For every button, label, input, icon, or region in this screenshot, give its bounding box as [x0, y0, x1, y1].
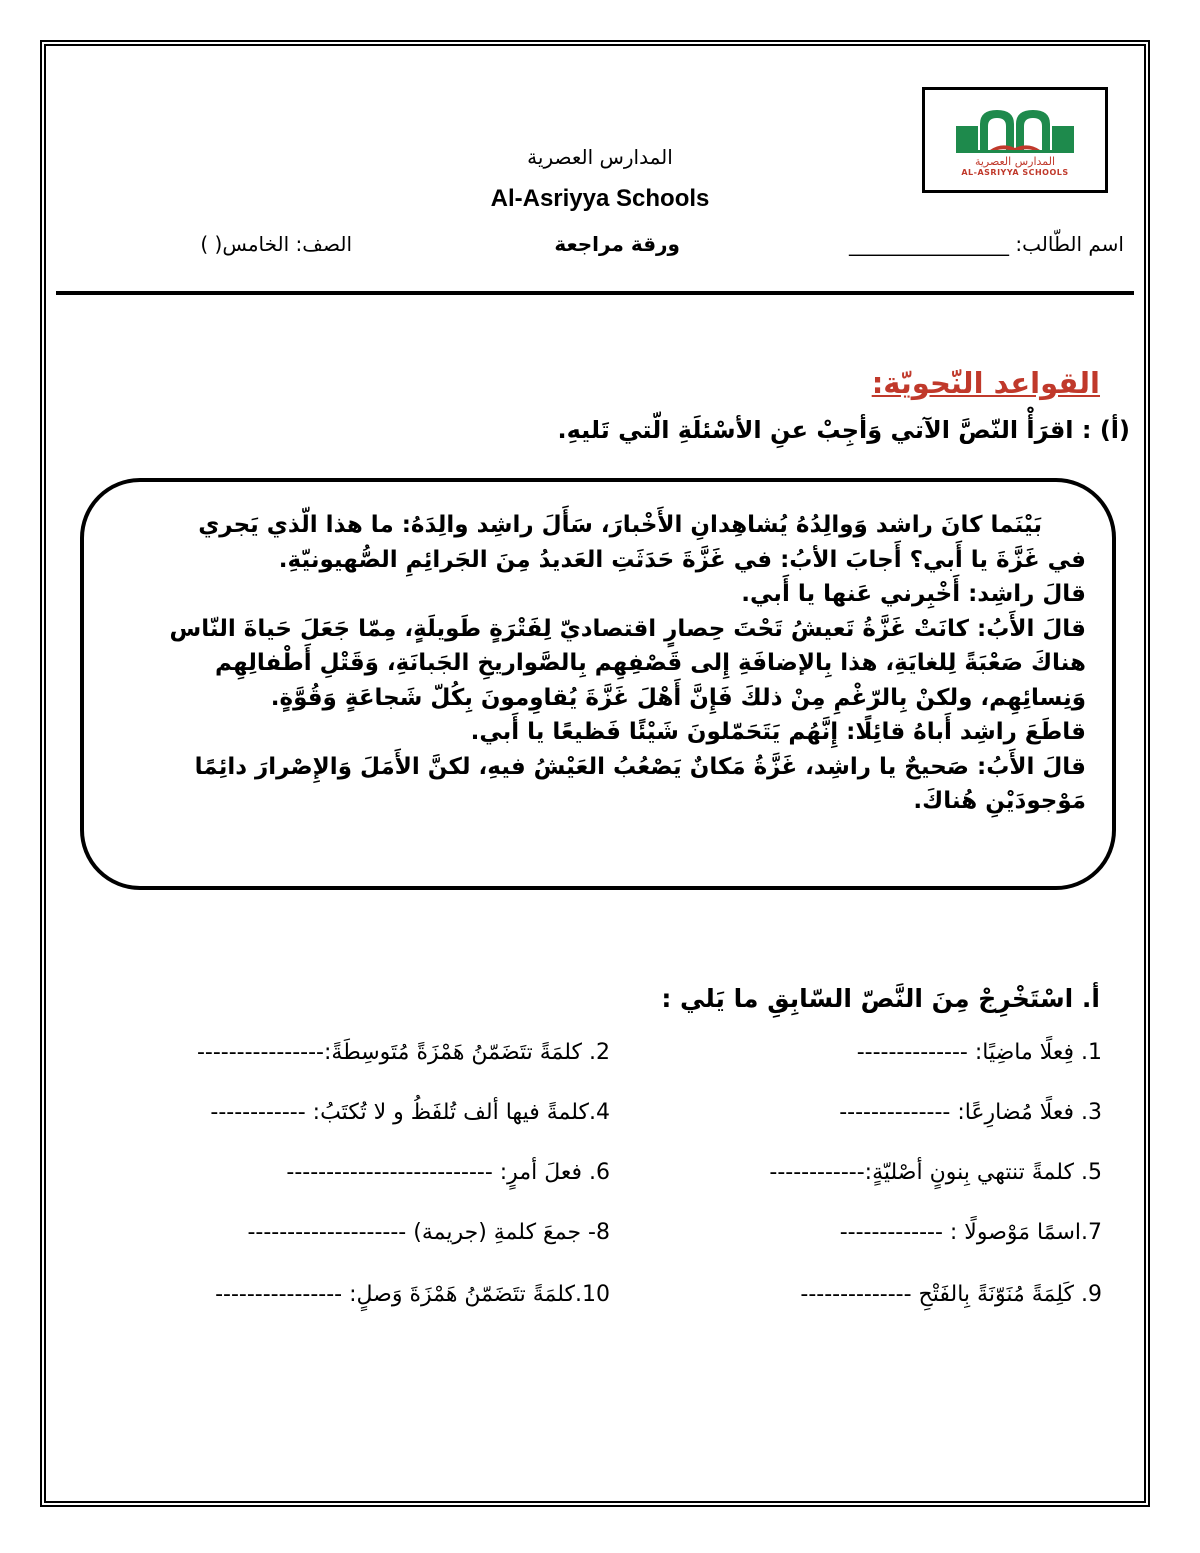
exercise-item-2[interactable]: 2. كلمَةً تتَضَمّنُ هَمْزَةً مُتَوسِطَةً:---------------- [196, 1040, 610, 1065]
exercise-item-4[interactable]: 4.كلمةً فيها ألف تُلفَظُ و لا تُكتَبُ: ------------ [210, 1100, 610, 1125]
exercise-title: أ. اسْتَخْرِجْ مِنَ النَّصّ السّابِقِ ما يَلي : [661, 984, 1100, 1013]
school-name-english: Al-Asriyya Schools [490, 185, 710, 212]
logo-english-text: AL-ASRIYYA SCHOOLS [961, 167, 1069, 177]
school-name-arabic: المدارس العصرية [527, 145, 673, 169]
logo-arabic-text: المدارس العصرية [974, 154, 1056, 168]
exercise-item-10[interactable]: 10.كلمَةً تتَضَمّنُ هَمْزَةَ وَصلٍ: ---------------- [215, 1282, 610, 1307]
header-divider [56, 291, 1134, 295]
passage-line: في غَزَّةَ يا أَبي؟ أَجابَ الأبُ: في غَزَّةَ حَدَثَتِ العَديدُ مِنَ الجَرائِمِ الصُّهيونيّةِ. [278, 546, 1086, 573]
exercise-item-3[interactable]: 3. فعلًا مُضارِعًا: -------------- [839, 1100, 1102, 1125]
passage-box [80, 478, 1116, 890]
passage-line: بَيْنَما كانَ راشد وَوالِدُهُ يُشاهِدانِ الأَخْبارَ، سَأَلَ راشِد والِدَهُ: ما هذا الّذي يَجري [198, 512, 1042, 538]
sheet-title: ورقة مراجعة [554, 232, 680, 256]
section-title: القواعد النّحويّة: [871, 366, 1100, 400]
student-name-field[interactable]: اسم الطّالب: ________________ [849, 232, 1124, 256]
reading-instruction: (أ) : اقرَأْ النّصَّ الآتي وَأجِبْ عنِ الأسْئلَةِ الّتي تَليهِ. [557, 416, 1130, 444]
exercise-item-9[interactable]: 9. كَلِمَةً مُنَوّنَةً بِالفَتْحِ -------------- [800, 1282, 1102, 1307]
school-logo [922, 87, 1108, 193]
exercise-item-5[interactable]: 5. كلمةً تنتهي بِنونٍ أصْليّةٍ:------------ [769, 1160, 1102, 1185]
passage-line: قاطَعَ راشِد أَباهُ قائِلًا: إِنَّهُم يَتَحَمّلونَ شَيْئًا فَظيعًا يا أَبي. [470, 719, 1086, 745]
passage-line: هناكَ صَعْبَةً لِلغايَةِ، هذا بِالإضافَةِ إِلى قَصْفِهِم بِالصَّواريخِ الجَبانَةِ، وَقَتْلِ أَطْفالِهِم [215, 650, 1086, 676]
exercise-item-1[interactable]: 1. فِعلًا ماضِيًا: -------------- [856, 1040, 1102, 1065]
passage-line: قالَ الأَبُ: كانَتْ غَزَّةُ تَعيشُ تَحْتَ حِصارٍ اقتصاديّ لِفَتْرَةٍ طَويلَةٍ، مِمّا جَعَلَ حَياةَ النّاس [169, 615, 1086, 642]
passage-line: وَنِسائِهِم، ولكنْ بِالرّغْمِ مِنْ ذلكَ فَإِنَّ أَهْلَ غَزَّةَ يُقاوِمونَ بِكُلّ شَجاعَةٍ وَقُوَّةٍ. [270, 684, 1086, 711]
passage-line: قالَ الأَبُ: صَحيحٌ يا راشِد، غَزَّةُ مَكانٌ يَصْعُبُ العَيْشُ فيهِ، لكنَّ الأَمَلَ وَالإِصْرارَ دائِمًا [194, 753, 1086, 780]
exercise-item-7[interactable]: 7.اسمًا مَوْصولًا : ------------- [839, 1220, 1102, 1245]
passage-line: مَوْجودَيْنِ هُناكَ. [913, 788, 1086, 814]
grade-field[interactable]: الصف: الخامس( ) [200, 232, 352, 256]
exercise-item-8[interactable]: 8- جمعَ كلمةِ (جريمة) -------------------- [247, 1220, 610, 1245]
exercise-item-6[interactable]: 6. فعلَ أمرٍ: -------------------------- [286, 1160, 610, 1185]
passage-line: قالَ راشِد: أَخْبِرني عَنها يا أَبي. [741, 581, 1086, 607]
